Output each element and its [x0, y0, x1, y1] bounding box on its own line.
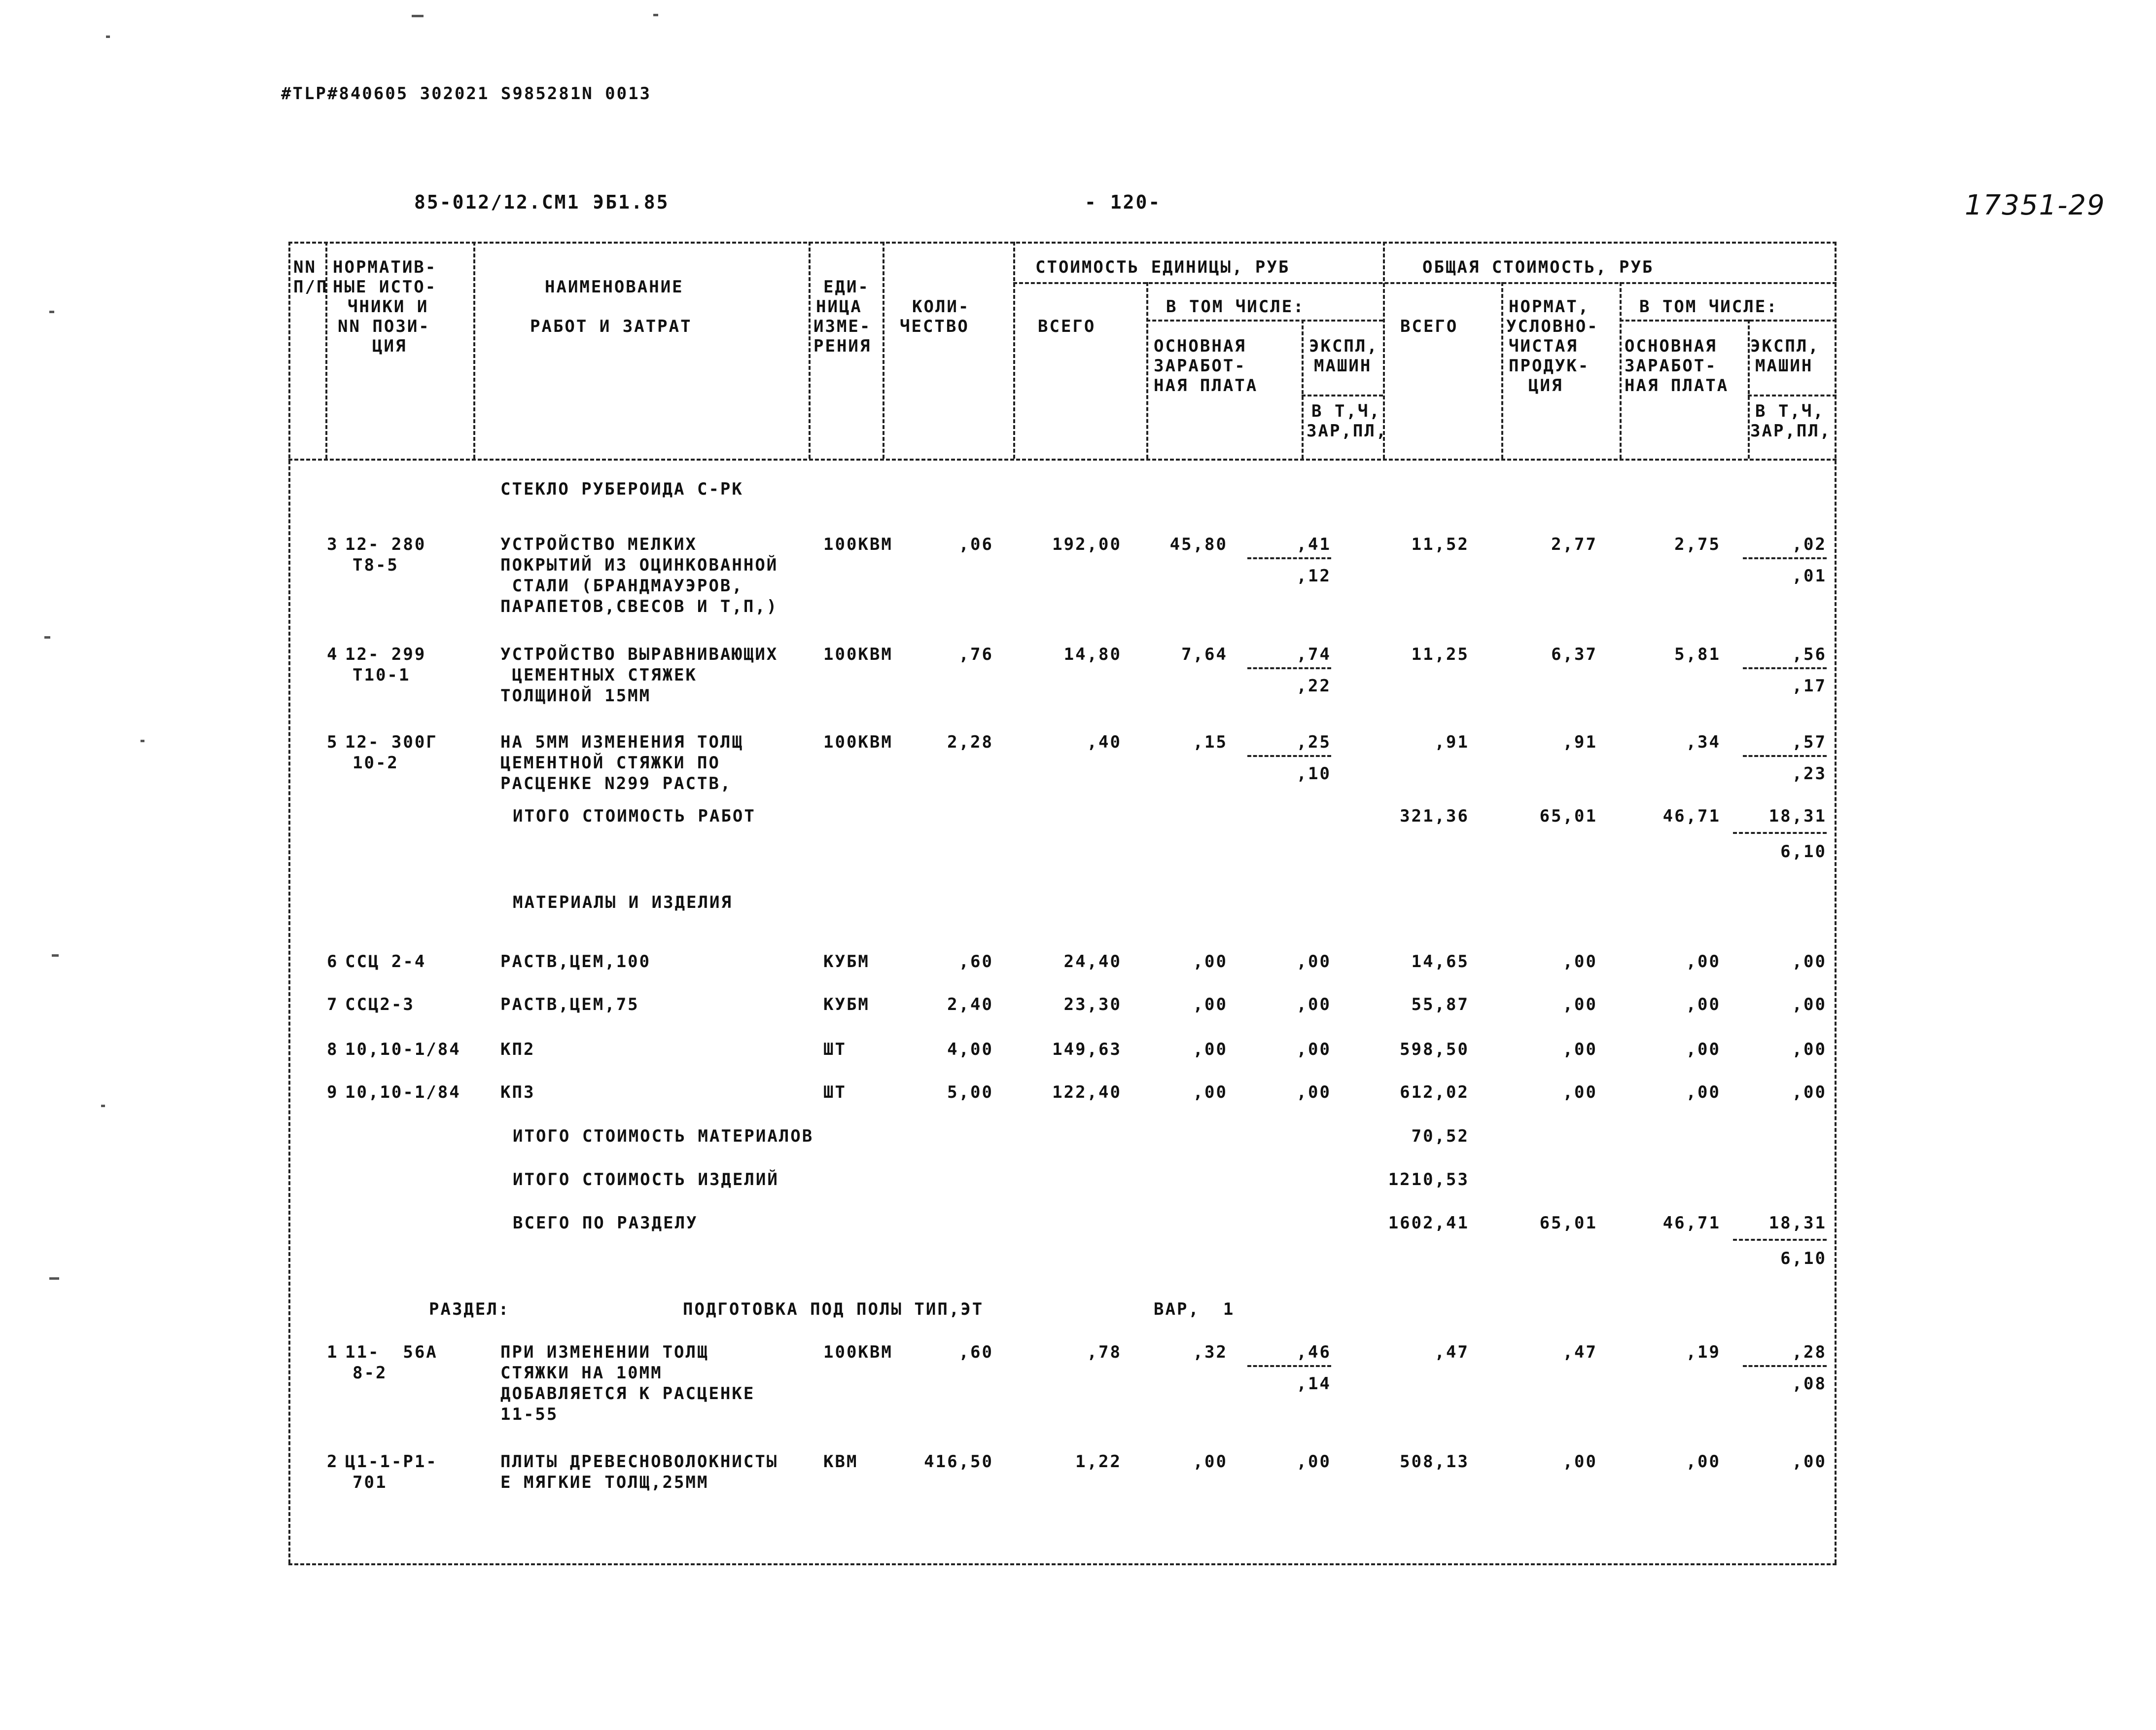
- materials-title: МАТЕРИАЛЫ И ИЗДЕЛИЯ: [513, 893, 733, 912]
- work-row-5-name-1: НА 5ММ ИЗМЕНЕНИЯ ТОЛЩ: [500, 732, 743, 752]
- material-row-9-t-mach: ,00: [1792, 1082, 1827, 1102]
- col-t-ekspl-1: ЭКСПЛ,: [1750, 336, 1820, 356]
- work-row-4-name-3: ТОЛЩИНОЙ 15ММ: [500, 686, 651, 706]
- subtotal-divider: [1247, 1365, 1331, 1367]
- floor-row-2-name-1: ПЛИТЫ ДРЕВЕСНОВОЛОКНИСТЫ: [500, 1452, 778, 1472]
- floor-row-2-code-2: 701: [353, 1473, 388, 1492]
- floor-row-1-total: ,47: [1434, 1342, 1469, 1362]
- material-row-6-mach: ,00: [1296, 952, 1331, 972]
- col-qty-2: ЧЕСТВО: [900, 317, 969, 336]
- col-t-vtch-2: ЗАР,ПЛ,: [1750, 421, 1832, 441]
- material-row-8-name: КП2: [500, 1040, 535, 1059]
- section-total-t-mach: 18,31: [1768, 1213, 1827, 1233]
- itogo-works-ncp: 65,01: [1539, 806, 1597, 826]
- work-row-5-unit: 100КВМ: [823, 732, 893, 752]
- floor-row-2-price: 1,22: [1075, 1452, 1122, 1472]
- material-row-6-price: 24,40: [1063, 952, 1122, 972]
- work-row-4-t-mach: ,56: [1792, 645, 1827, 664]
- floor-row-1-name-4: 11-55: [500, 1405, 559, 1424]
- material-row-7-zp: ,00: [1193, 995, 1228, 1014]
- work-row-4-price: 14,80: [1063, 645, 1122, 664]
- material-row-9-total: 612,02: [1400, 1082, 1469, 1102]
- work-row-4-name-1: УСТРОЙСТВО ВЫРАВНИВАЮЩИХ: [500, 645, 778, 664]
- material-row-6-t-zp: ,00: [1686, 952, 1721, 972]
- material-row-6-qty: ,60: [958, 952, 993, 972]
- work-row-5-name-2: ЦЕМЕНТНОЙ СТЯЖКИ ПО: [500, 753, 720, 773]
- col-ncp-2: УСЛОВНО-: [1506, 317, 1599, 336]
- col-t-zp-2: ЗАРАБОТ-: [1625, 356, 1717, 376]
- material-row-9-number: 9: [327, 1082, 339, 1102]
- floor-row-1-price: ,78: [1087, 1342, 1122, 1362]
- subtotal-divider: [1247, 667, 1331, 669]
- page-number: - 120-: [1085, 191, 1162, 213]
- material-row-8-t-zp: ,00: [1686, 1040, 1721, 1059]
- floor-row-1-zp: ,32: [1193, 1342, 1228, 1362]
- subtotal-divider: [1247, 557, 1331, 559]
- work-row-5-t-zp: ,34: [1686, 732, 1721, 752]
- document-reference: 85-012/12.СМ1 ЭБ1.85: [414, 191, 670, 213]
- section-total-t-mach-zp: 6,10: [1780, 1249, 1827, 1268]
- col-name-2: РАБОТ И ЗАТРАТ: [530, 317, 692, 336]
- material-row-6-name: РАСТВ,ЦЕМ,100: [500, 952, 651, 972]
- floor-row-1-t-zp: ,19: [1686, 1342, 1721, 1362]
- col-ekspl-1: ЭКСПЛ,: [1309, 336, 1378, 356]
- work-row-4-qty: ,76: [958, 645, 993, 664]
- col-osn-zp-1: ОСНОВНАЯ: [1154, 336, 1246, 356]
- floor-row-2-total: 508,13: [1400, 1452, 1469, 1472]
- floor-row-2-t-mach: ,00: [1792, 1452, 1827, 1472]
- work-row-5-zp: ,15: [1193, 732, 1228, 752]
- col-ncp-4: ПРОДУК-: [1509, 356, 1590, 376]
- col-ncp-3: ЧИСТАЯ: [1509, 336, 1578, 356]
- material-row-8-zp: ,00: [1193, 1040, 1228, 1059]
- col-norm-5: ЦИЯ: [372, 336, 407, 356]
- material-row-8-code: 10,10-1/84: [345, 1040, 461, 1059]
- handwritten-number: 17351-29: [1965, 189, 2106, 221]
- col-unit-4: РЕНИЯ: [813, 336, 872, 356]
- work-row-3-unit: 100КВМ: [823, 535, 893, 554]
- section-total-t-zp: 46,71: [1662, 1213, 1721, 1233]
- work-row-5-ncp: ,91: [1562, 732, 1597, 752]
- col-t-zp-3: НАЯ ПЛАТА: [1625, 376, 1729, 396]
- subtotal-divider: [1743, 557, 1827, 559]
- work-row-4-name-2: ЦЕМЕНТНЫХ СТЯЖЕК: [500, 665, 697, 685]
- col-unit-1: ЕДИ-: [823, 277, 870, 297]
- material-row-6-zp: ,00: [1193, 952, 1228, 972]
- work-row-4-t-zp: 5,81: [1674, 645, 1721, 664]
- work-row-3-ncp: 2,77: [1551, 535, 1597, 554]
- col-nn-1: NN: [293, 257, 317, 277]
- col-nn-2: П/П: [293, 277, 328, 297]
- work-row-3-zp: 45,80: [1169, 535, 1228, 554]
- work-row-3-qty: ,06: [958, 535, 993, 554]
- material-row-8-number: 8: [327, 1040, 339, 1059]
- work-row-4-t-mach-zp: ,17: [1792, 676, 1827, 696]
- razdel-title: ПОДГОТОВКА ПОД ПОЛЫ ТИП,ЭТ: [683, 1299, 984, 1319]
- itogo-works-t-mach-zp: 6,10: [1780, 842, 1827, 862]
- material-row-7-total: 55,87: [1411, 995, 1469, 1014]
- razdel-label: РАЗДЕЛ:: [429, 1299, 510, 1319]
- material-row-9-qty: 5,00: [947, 1082, 993, 1102]
- material-row-7-qty: 2,40: [947, 995, 993, 1014]
- material-row-9-mach: ,00: [1296, 1082, 1331, 1102]
- material-row-6-total: 14,65: [1411, 952, 1469, 972]
- material-row-8-unit: ШТ: [823, 1040, 847, 1059]
- itogo-works-label: ИТОГО СТОИМОСТЬ РАБОТ: [513, 806, 756, 826]
- floor-row-1-code-1: 11- 56А: [345, 1342, 438, 1362]
- work-row-3-mach: ,41: [1296, 535, 1331, 554]
- material-row-8-price: 149,63: [1052, 1040, 1122, 1059]
- col-t-ekspl-2: МАШИН: [1755, 356, 1813, 376]
- floor-row-1-ncp: ,47: [1562, 1342, 1597, 1362]
- subtotal-divider: [1743, 1365, 1827, 1367]
- work-row-3-mach-zp: ,12: [1296, 566, 1331, 586]
- floor-row-1-mach-zp: ,14: [1296, 1374, 1331, 1394]
- col-unit-cost: СТОИМОСТЬ ЕДИНИЦЫ, РУБ: [1035, 257, 1290, 277]
- work-row-5-t-mach: ,57: [1792, 732, 1827, 752]
- floor-row-1-name-3: ДОБАВЛЯЕТСЯ К РАСЦЕНКЕ: [500, 1384, 755, 1404]
- floor-row-1-t-mach-zp: ,08: [1792, 1374, 1827, 1394]
- floor-row-2-unit: КВМ: [823, 1452, 858, 1472]
- material-row-6-unit: КУБМ: [823, 952, 870, 972]
- work-row-3-total: 11,52: [1411, 535, 1469, 554]
- work-row-5-total: ,91: [1434, 732, 1469, 752]
- work-row-5-mach-zp: ,10: [1296, 764, 1331, 784]
- material-row-9-code: 10,10-1/84: [345, 1082, 461, 1102]
- material-row-7-price: 23,30: [1063, 995, 1122, 1014]
- material-row-9-name: КП3: [500, 1082, 535, 1102]
- floor-row-1-qty: ,60: [958, 1342, 993, 1362]
- work-row-5-t-mach-zp: ,23: [1792, 764, 1827, 784]
- work-row-3-number: 3: [327, 535, 339, 554]
- floor-row-2-ncp: ,00: [1562, 1452, 1597, 1472]
- material-row-7-code: ССЦ2-3: [345, 995, 415, 1014]
- col-osn-zp-3: НАЯ ПЛАТА: [1154, 376, 1258, 396]
- material-row-7-number: 7: [327, 995, 339, 1014]
- col-t-zp-1: ОСНОВНАЯ: [1625, 336, 1717, 356]
- col-unit-total: ВСЕГО: [1038, 317, 1096, 336]
- estimate-table: [288, 242, 1837, 1563]
- work-row-5-mach: ,25: [1296, 732, 1331, 752]
- col-unit-3: ИЗМЕ-: [813, 317, 872, 336]
- work-row-5-code-2: 10-2: [353, 753, 399, 773]
- section-total-label: ВСЕГО ПО РАЗДЕЛУ: [513, 1213, 698, 1233]
- floor-row-2-qty: 416,50: [924, 1452, 993, 1472]
- material-row-7-mach: ,00: [1296, 995, 1331, 1014]
- work-row-4-unit: 100КВМ: [823, 645, 893, 664]
- itogo-materials-total: 70,52: [1411, 1126, 1469, 1146]
- col-total-incl: В ТОМ ЧИСЛЕ:: [1639, 297, 1778, 317]
- floor-row-2-zp: ,00: [1193, 1452, 1228, 1472]
- work-row-5-number: 5: [327, 732, 339, 752]
- material-row-9-price: 122,40: [1052, 1082, 1122, 1102]
- floor-row-2-mach: ,00: [1296, 1452, 1331, 1472]
- floor-row-1-code-2: 8-2: [353, 1363, 388, 1383]
- itogo-products-label: ИТОГО СТОИМОСТЬ ИЗДЕЛИЙ: [513, 1170, 779, 1189]
- col-unit-2: НИЦА: [816, 297, 862, 317]
- itogo-materials-label: ИТОГО СТОИМОСТЬ МАТЕРИАЛОВ: [513, 1126, 814, 1146]
- work-row-4-mach: ,74: [1296, 645, 1331, 664]
- floor-row-1-mach: ,46: [1296, 1342, 1331, 1362]
- subtotal-divider: [1743, 667, 1827, 669]
- work-row-3-name-1: УСТРОЙСТВО МЕЛКИХ: [500, 535, 697, 554]
- col-t-vtch-1: В Т,Ч,: [1755, 401, 1825, 421]
- work-row-5-price: ,40: [1087, 732, 1122, 752]
- material-row-7-name: РАСТВ,ЦЕМ,75: [500, 995, 639, 1014]
- section-total-ncp: 65,01: [1539, 1213, 1597, 1233]
- subtotal-divider: [1247, 755, 1331, 757]
- itogo-works-t-mach: 18,31: [1768, 806, 1827, 826]
- material-row-6-number: 6: [327, 952, 339, 972]
- work-row-5-code-1: 12- 300Г: [345, 732, 438, 752]
- itogo-works-t-zp: 46,71: [1662, 806, 1721, 826]
- col-norm-1: НОРМАТИВ-: [333, 257, 437, 277]
- material-row-8-total: 598,50: [1400, 1040, 1469, 1059]
- work-row-3-name-3: СТАЛИ (БРАНДМАУЭРОВ,: [500, 576, 743, 596]
- col-vtch-1: В Т,Ч,: [1311, 401, 1381, 421]
- work-row-3-t-mach-zp: ,01: [1792, 566, 1827, 586]
- floor-row-2-name-2: Е МЯГКИЕ ТОЛЩ,25ММ: [500, 1473, 709, 1492]
- work-row-4-code-1: 12- 299: [345, 645, 426, 664]
- work-row-3-t-zp: 2,75: [1674, 535, 1721, 554]
- material-row-7-unit: КУБМ: [823, 995, 870, 1014]
- material-row-8-qty: 4,00: [947, 1040, 993, 1059]
- section-title: СТЕКЛО РУБЕРОИДА С-РК: [500, 479, 743, 499]
- work-row-3-price: 192,00: [1052, 535, 1122, 554]
- work-row-3-name-2: ПОКРЫТИЙ ИЗ ОЦИНКОВАННОЙ: [500, 555, 778, 575]
- itogo-works-total: 321,36: [1400, 806, 1469, 826]
- col-ekspl-2: МАШИН: [1314, 356, 1372, 376]
- work-row-4-code-2: Т10-1: [353, 665, 411, 685]
- material-row-9-ncp: ,00: [1562, 1082, 1597, 1102]
- material-row-6-code: ССЦ 2-4: [345, 952, 426, 972]
- material-row-7-ncp: ,00: [1562, 995, 1597, 1014]
- itogo-products-total: 1210,53: [1388, 1170, 1469, 1189]
- col-total-all: ВСЕГО: [1400, 317, 1458, 336]
- work-row-4-ncp: 6,37: [1551, 645, 1597, 664]
- work-row-4-zp: 7,64: [1181, 645, 1228, 664]
- razdel-variant: ВАР, 1: [1154, 1299, 1235, 1319]
- material-row-6-t-mach: ,00: [1792, 952, 1827, 972]
- floor-row-1-name-1: ПРИ ИЗМЕНЕНИИ ТОЛЩ: [500, 1342, 709, 1362]
- material-row-9-t-zp: ,00: [1686, 1082, 1721, 1102]
- work-row-3-name-4: ПАРАПЕТОВ,СВЕСОВ И Т,П,): [500, 597, 778, 616]
- subtotal-divider: [1743, 755, 1827, 757]
- subtotal-divider: [1733, 832, 1827, 834]
- work-row-5-name-3: РАСЦЕНКЕ N299 РАСТВ,: [500, 774, 732, 793]
- document-code: #TLP#840605 302021 S985281N 0013: [281, 84, 652, 104]
- col-osn-zp-2: ЗАРАБОТ-: [1154, 356, 1246, 376]
- work-row-5-qty: 2,28: [947, 732, 993, 752]
- col-norm-3: ЧНИКИ И: [348, 297, 429, 317]
- col-name-1: НАИМЕНОВАНИЕ: [545, 277, 684, 297]
- col-norm-2: НЫЕ ИСТО-: [333, 277, 437, 297]
- floor-row-1-number: 1: [327, 1342, 339, 1362]
- material-row-9-zp: ,00: [1193, 1082, 1228, 1102]
- floor-row-2-t-zp: ,00: [1686, 1452, 1721, 1472]
- material-row-8-t-mach: ,00: [1792, 1040, 1827, 1059]
- work-row-3-code-1: 12- 280: [345, 535, 426, 554]
- work-row-4-mach-zp: ,22: [1296, 676, 1331, 696]
- col-ncp-1: НОРМАТ,: [1509, 297, 1590, 317]
- material-row-7-t-mach: ,00: [1792, 995, 1827, 1014]
- col-vtch-2: ЗАР,ПЛ,: [1307, 421, 1388, 441]
- col-norm-4: NN ПОЗИ-: [338, 317, 430, 336]
- section-total-total: 1602,41: [1388, 1213, 1469, 1233]
- floor-row-1-name-2: СТЯЖКИ НА 10ММ: [500, 1363, 663, 1383]
- material-row-9-unit: ШТ: [823, 1082, 847, 1102]
- floor-row-2-code-1: Ц1-1-Р1-: [345, 1452, 438, 1472]
- material-row-8-mach: ,00: [1296, 1040, 1331, 1059]
- work-row-3-code-2: Т8-5: [353, 555, 399, 575]
- material-row-6-ncp: ,00: [1562, 952, 1597, 972]
- floor-row-2-number: 2: [327, 1452, 339, 1472]
- material-row-7-t-zp: ,00: [1686, 995, 1721, 1014]
- work-row-4-number: 4: [327, 645, 339, 664]
- work-row-4-total: 11,25: [1411, 645, 1469, 664]
- col-unit-incl: В ТОМ ЧИСЛЕ:: [1166, 297, 1305, 317]
- work-row-3-t-mach: ,02: [1792, 535, 1827, 554]
- col-total-cost: ОБЩАЯ СТОИМОСТЬ, РУБ: [1422, 257, 1654, 277]
- material-row-8-ncp: ,00: [1562, 1040, 1597, 1059]
- floor-row-1-t-mach: ,28: [1792, 1342, 1827, 1362]
- col-qty-1: КОЛИ-: [912, 297, 970, 317]
- subtotal-divider: [1733, 1239, 1827, 1241]
- floor-row-1-unit: 100КВМ: [823, 1342, 893, 1362]
- col-ncp-5: ЦИЯ: [1528, 376, 1563, 396]
